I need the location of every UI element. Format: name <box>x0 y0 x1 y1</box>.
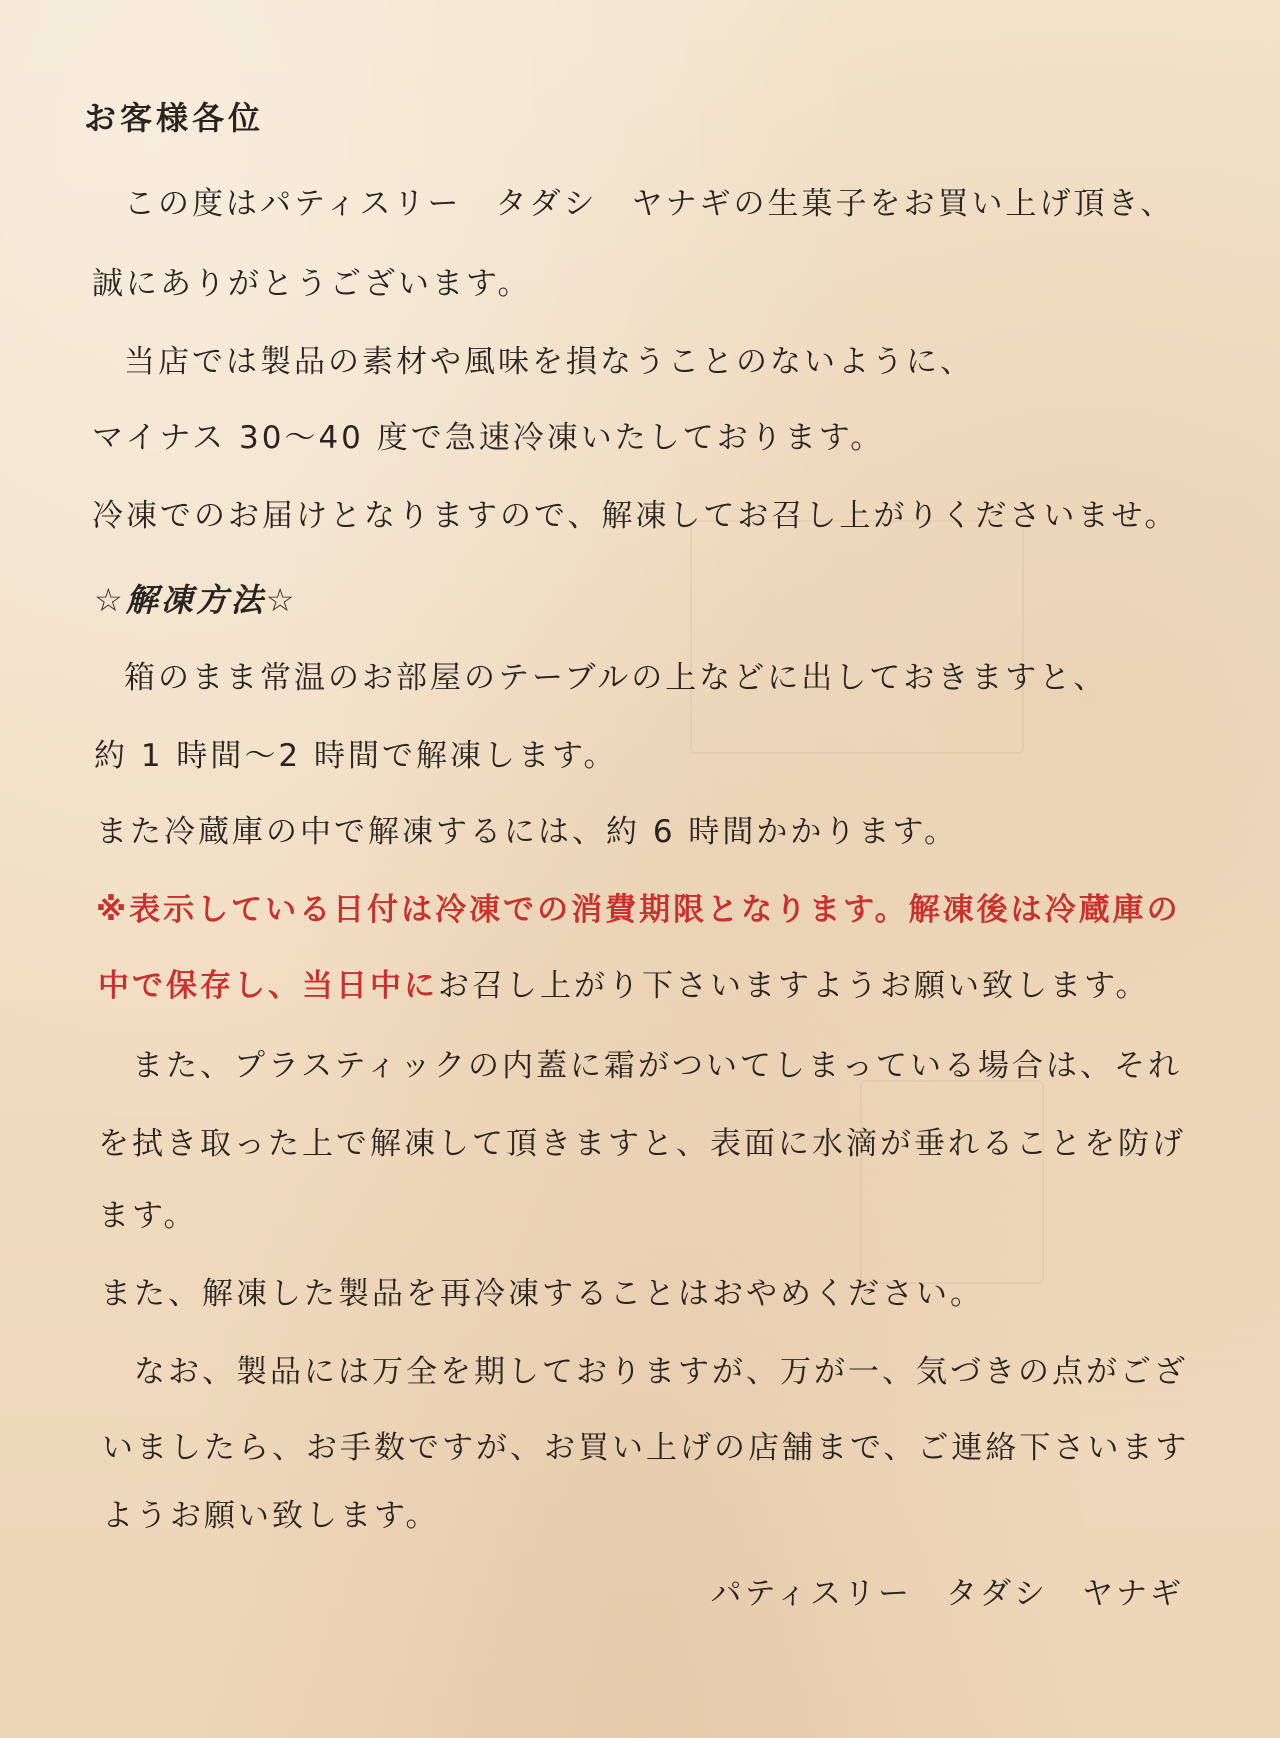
notice-normal-text: お召し上がり下さいますようお願い致します。 <box>438 968 1150 1004</box>
frost-line-3: ます。 <box>98 1198 198 1234</box>
show-through-mark <box>860 1080 1044 1284</box>
contact-line-2: いましたら、お手数ですが、お買い上げの店舗まで、ご連絡下さいます <box>102 1430 1190 1466</box>
freezing-line-3: 冷凍でのお届けとなりますので、解凍してお召し上がりくださいませ。 <box>92 498 1179 534</box>
thaw-line-3: また冷蔵庫の中で解凍するには、約 6 時間かかります。 <box>96 814 958 850</box>
freezing-line-1: 当店では製品の素材や風味を損なうことのないように、 <box>124 344 974 380</box>
contact-line-3: ようお願い致します。 <box>102 1498 440 1534</box>
contact-line-1: なお、製品には万全を期しておりますが、万が一、気づきの点がござ <box>134 1354 1188 1390</box>
intro-line-1: この度はパティスリー タダシ ヤナギの生菓子をお買い上げ頂き、 <box>124 186 1175 222</box>
refreeze-line: また、解凍した製品を再冷凍することはおやめください。 <box>100 1276 984 1312</box>
show-through-mark <box>690 520 1024 754</box>
freezing-line-2: マイナス 30〜40 度で急速冷凍いたしております。 <box>92 420 885 456</box>
signature: パティスリー タダシ ヤナギ <box>710 1576 1184 1612</box>
salutation: お客様各位 <box>84 99 265 137</box>
thaw-heading: ☆解凍方法☆ <box>94 581 298 619</box>
thaw-line-1: 箱のまま常温のお部屋のテーブルの上などに出しておきますと、 <box>124 660 1108 696</box>
intro-line-2: 誠にありがとうございます。 <box>92 266 532 302</box>
thaw-line-2: 約 1 時間〜2 時間で解凍します。 <box>94 738 618 774</box>
notice-red-line-1: ※表示している日付は冷凍での消費期限となります。解凍後は冷蔵庫の <box>96 892 1181 928</box>
notice-red-text: 中で保存し、当日中に <box>98 968 438 1004</box>
notice-line-2 <box>98 966 1150 1006</box>
frost-line-2: を拭き取った上で解凍して頂きますと、表面に水滴が垂れることを防げ <box>98 1126 1186 1162</box>
frost-line-1: また、プラスティックの内蓋に霜がついてしまっている場合は、それ <box>132 1048 1182 1084</box>
